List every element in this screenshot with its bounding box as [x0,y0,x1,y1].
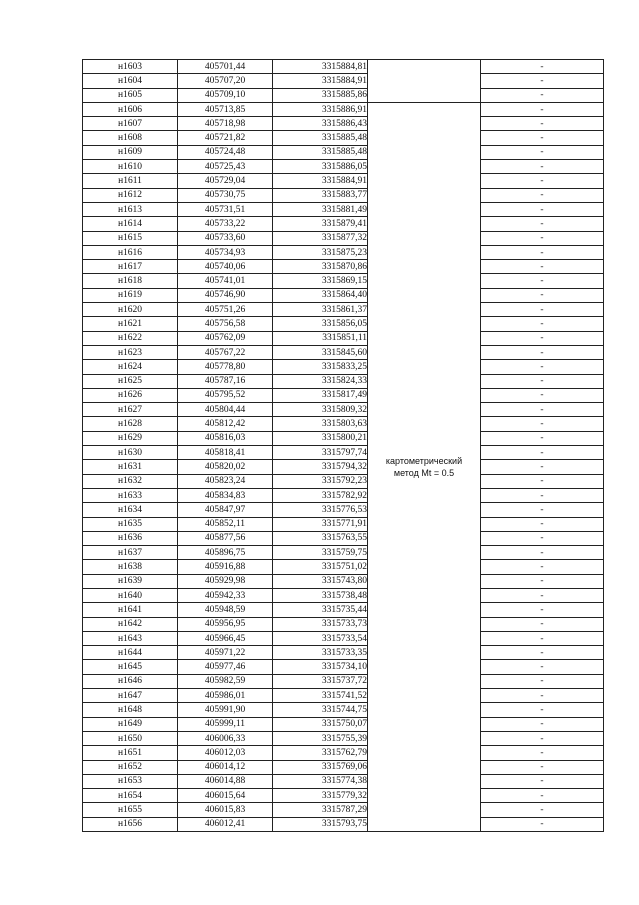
x-coordinate: 405734,93 [178,245,273,259]
table-row [83,617,604,631]
y-coordinate: 3315861,37 [273,303,368,317]
note-value: - [481,746,604,760]
point-id: н1624 [83,360,178,374]
y-coordinate: 3315845,60 [273,345,368,359]
y-coordinate: 3315809,32 [273,403,368,417]
point-id: н1641 [83,603,178,617]
point-id: н1635 [83,517,178,531]
y-coordinate: 3315875,23 [273,245,368,259]
table-row [83,603,604,617]
point-id: н1619 [83,288,178,302]
table-row [83,760,604,774]
y-coordinate: 3315864,40 [273,288,368,302]
table-row [83,331,604,345]
note-value: - [481,288,604,302]
point-id: н1649 [83,717,178,731]
note-value: - [481,474,604,488]
point-id: н1643 [83,631,178,645]
table-row [83,588,604,602]
point-id: н1646 [83,674,178,688]
y-coordinate: 3315744,75 [273,703,368,717]
x-coordinate: 405916,88 [178,560,273,574]
y-coordinate: 3315750,07 [273,717,368,731]
x-coordinate: 406015,64 [178,789,273,803]
x-coordinate: 406012,03 [178,746,273,760]
table-row [83,274,604,288]
x-coordinate: 406006,33 [178,731,273,745]
y-coordinate: 3315737,72 [273,674,368,688]
point-id: н1645 [83,660,178,674]
note-value: - [481,188,604,202]
y-coordinate: 3315885,86 [273,88,368,102]
point-id: н1631 [83,460,178,474]
x-coordinate: 405847,97 [178,503,273,517]
note-value: - [481,345,604,359]
table-row [83,789,604,803]
y-coordinate: 3315755,39 [273,731,368,745]
x-coordinate: 405896,75 [178,546,273,560]
point-id: н1655 [83,803,178,817]
point-id: н1607 [83,117,178,131]
y-coordinate: 3315881,49 [273,202,368,216]
y-coordinate: 3315774,38 [273,774,368,788]
x-coordinate: 405982,59 [178,674,273,688]
point-id: н1632 [83,474,178,488]
table-row [83,703,604,717]
y-coordinate: 3315885,48 [273,131,368,145]
table-row [83,460,604,474]
y-coordinate: 3315800,21 [273,431,368,445]
table-row [83,288,604,302]
y-coordinate: 3315884,91 [273,74,368,88]
x-coordinate: 405733,22 [178,217,273,231]
y-coordinate: 3315792,23 [273,474,368,488]
point-id: н1652 [83,760,178,774]
y-coordinate: 3315769,06 [273,760,368,774]
y-coordinate: 3315733,73 [273,617,368,631]
x-coordinate: 405721,82 [178,131,273,145]
point-id: н1613 [83,202,178,216]
note-value: - [481,431,604,445]
point-id: н1651 [83,746,178,760]
x-coordinate: 406014,88 [178,774,273,788]
y-coordinate: 3315733,35 [273,646,368,660]
note-value: - [481,817,604,831]
note-value: - [481,760,604,774]
y-coordinate: 3315762,79 [273,746,368,760]
x-coordinate: 405991,90 [178,703,273,717]
y-coordinate: 3315886,05 [273,160,368,174]
note-value: - [481,417,604,431]
table-row [83,660,604,674]
point-id: н1637 [83,546,178,560]
note-value: - [481,303,604,317]
note-value: - [481,603,604,617]
y-coordinate: 3315793,75 [273,817,368,831]
point-id: н1612 [83,188,178,202]
table-row [83,517,604,531]
table-row [83,560,604,574]
note-value: - [481,674,604,688]
y-coordinate: 3315817,49 [273,388,368,402]
point-id: н1650 [83,731,178,745]
table-row [83,417,604,431]
table-row [83,74,604,88]
table-row [83,217,604,231]
x-coordinate: 405740,06 [178,260,273,274]
note-value: - [481,160,604,174]
point-id: н1614 [83,217,178,231]
table-row [83,546,604,560]
table-row [83,817,604,831]
x-coordinate: 405820,02 [178,460,273,474]
point-id: н1627 [83,403,178,417]
table-row [83,731,604,745]
note-value: - [481,646,604,660]
x-coordinate: 405948,59 [178,603,273,617]
table-row [83,303,604,317]
coordinates-table-body [83,60,604,832]
note-value: - [481,74,604,88]
x-coordinate: 405741,01 [178,274,273,288]
note-value: - [481,703,604,717]
y-coordinate: 3315856,05 [273,317,368,331]
table-row [83,746,604,760]
table-row [83,388,604,402]
point-id: н1628 [83,417,178,431]
y-coordinate: 3315751,02 [273,560,368,574]
table-row [83,245,604,259]
y-coordinate: 3315776,53 [273,503,368,517]
table-row [83,803,604,817]
coordinates-table [82,59,604,832]
point-id: н1615 [83,231,178,245]
table-row [83,145,604,159]
y-coordinate: 3315884,81 [273,60,368,74]
method-cell [368,102,481,831]
note-value: - [481,588,604,602]
note-value: - [481,131,604,145]
note-value: - [481,546,604,560]
point-id: н1656 [83,817,178,831]
note-value: - [481,117,604,131]
table-row [83,174,604,188]
y-coordinate: 3315734,10 [273,660,368,674]
x-coordinate: 405729,04 [178,174,273,188]
x-coordinate: 405971,22 [178,646,273,660]
x-coordinate: 405999,11 [178,717,273,731]
point-id: н1603 [83,60,178,74]
note-value: - [481,517,604,531]
note-value: - [481,260,604,274]
x-coordinate: 406015,83 [178,803,273,817]
point-id: н1653 [83,774,178,788]
point-id: н1639 [83,574,178,588]
x-coordinate: 405818,41 [178,446,273,460]
x-coordinate: 405823,24 [178,474,273,488]
x-coordinate: 405929,98 [178,574,273,588]
y-coordinate: 3315759,75 [273,546,368,560]
note-value: - [481,174,604,188]
x-coordinate: 405718,98 [178,117,273,131]
table-row [83,574,604,588]
x-coordinate: 405812,42 [178,417,273,431]
x-coordinate: 405877,56 [178,531,273,545]
y-coordinate: 3315803,63 [273,417,368,431]
x-coordinate: 405725,43 [178,160,273,174]
point-id: н1630 [83,446,178,460]
point-id: н1610 [83,160,178,174]
point-id: н1604 [83,74,178,88]
y-coordinate: 3315743,80 [273,574,368,588]
table-row [83,88,604,102]
table-row [83,403,604,417]
point-id: н1636 [83,531,178,545]
note-value: - [481,60,604,74]
note-value: - [481,631,604,645]
note-value: - [481,803,604,817]
y-coordinate: 3315883,77 [273,188,368,202]
x-coordinate: 405778,80 [178,360,273,374]
note-value: - [481,731,604,745]
x-coordinate: 406014,12 [178,760,273,774]
table-row [83,202,604,216]
x-coordinate: 405724,48 [178,145,273,159]
y-coordinate: 3315741,52 [273,689,368,703]
table-row [83,431,604,445]
point-id: н1618 [83,274,178,288]
note-value: - [481,360,604,374]
y-coordinate: 3315797,74 [273,446,368,460]
point-id: н1640 [83,588,178,602]
point-id: н1648 [83,703,178,717]
y-coordinate: 3315885,48 [273,145,368,159]
note-value: - [481,88,604,102]
y-coordinate: 3315851,11 [273,331,368,345]
x-coordinate: 405804,44 [178,403,273,417]
point-id: н1611 [83,174,178,188]
table-row [83,231,604,245]
point-id: н1638 [83,560,178,574]
note-value: - [481,102,604,116]
y-coordinate: 3315763,55 [273,531,368,545]
note-value: - [481,503,604,517]
note-value: - [481,274,604,288]
table-row [83,474,604,488]
x-coordinate: 405795,52 [178,388,273,402]
point-id: н1606 [83,102,178,116]
note-value: - [481,689,604,703]
point-id: н1622 [83,331,178,345]
x-coordinate: 405751,26 [178,303,273,317]
note-value: - [481,574,604,588]
point-id: н1623 [83,345,178,359]
note-value: - [481,231,604,245]
point-id: н1626 [83,388,178,402]
table-row [83,488,604,502]
table-row [83,160,604,174]
table-row [83,60,604,74]
table-row [83,188,604,202]
point-id: н1644 [83,646,178,660]
x-coordinate: 405746,90 [178,288,273,302]
method-cell-blank [368,60,481,103]
point-id: н1621 [83,317,178,331]
table-row [83,117,604,131]
x-coordinate: 405701,44 [178,60,273,74]
note-value: - [481,774,604,788]
y-coordinate: 3315794,32 [273,460,368,474]
note-value: - [481,403,604,417]
point-id: н1616 [83,245,178,259]
x-coordinate: 406012,41 [178,817,273,831]
note-value: - [481,617,604,631]
x-coordinate: 405756,58 [178,317,273,331]
point-id: н1642 [83,617,178,631]
method-line-2: метод Mt = 0.5 [393,467,455,478]
note-value: - [481,245,604,259]
x-coordinate: 405977,46 [178,660,273,674]
table-row [83,360,604,374]
y-coordinate: 3315735,44 [273,603,368,617]
table-row [83,774,604,788]
y-coordinate: 3315886,43 [273,117,368,131]
note-value: - [481,317,604,331]
table-row [83,531,604,545]
y-coordinate: 3315787,29 [273,803,368,817]
y-coordinate: 3315782,92 [273,488,368,502]
note-value: - [481,531,604,545]
note-value: - [481,488,604,502]
x-coordinate: 405956,95 [178,617,273,631]
y-coordinate: 3315884,91 [273,174,368,188]
y-coordinate: 3315833,25 [273,360,368,374]
table-row [83,345,604,359]
x-coordinate: 405787,16 [178,374,273,388]
table-row [83,503,604,517]
method-line-1: картометрический [385,455,463,466]
x-coordinate: 405834,83 [178,488,273,502]
note-value: - [481,660,604,674]
note-value: - [481,331,604,345]
table-row [83,102,604,116]
table-row [83,446,604,460]
note-value: - [481,388,604,402]
y-coordinate: 3315870,86 [273,260,368,274]
x-coordinate: 405730,75 [178,188,273,202]
table-row [83,317,604,331]
point-id: н1605 [83,88,178,102]
y-coordinate: 3315886,91 [273,102,368,116]
point-id: н1654 [83,789,178,803]
x-coordinate: 405713,85 [178,102,273,116]
note-value: - [481,789,604,803]
table-row [83,374,604,388]
table-row [83,717,604,731]
note-value: - [481,217,604,231]
point-id: н1625 [83,374,178,388]
x-coordinate: 405731,51 [178,202,273,216]
y-coordinate: 3315869,15 [273,274,368,288]
x-coordinate: 405816,03 [178,431,273,445]
y-coordinate: 3315879,41 [273,217,368,231]
table-row [83,260,604,274]
x-coordinate: 405709,10 [178,88,273,102]
x-coordinate: 405767,22 [178,345,273,359]
x-coordinate: 405852,11 [178,517,273,531]
table-row [83,646,604,660]
table-row [83,674,604,688]
note-value: - [481,560,604,574]
point-id: н1647 [83,689,178,703]
x-coordinate: 405762,09 [178,331,273,345]
note-value: - [481,460,604,474]
y-coordinate: 3315877,32 [273,231,368,245]
note-value: - [481,717,604,731]
y-coordinate: 3315738,48 [273,588,368,602]
point-id: н1629 [83,431,178,445]
note-value: - [481,446,604,460]
note-value: - [481,202,604,216]
point-id: н1634 [83,503,178,517]
x-coordinate: 405942,33 [178,588,273,602]
point-id: н1609 [83,145,178,159]
table-row [83,631,604,645]
y-coordinate: 3315771,91 [273,517,368,531]
x-coordinate: 405986,01 [178,689,273,703]
point-id: н1608 [83,131,178,145]
x-coordinate: 405733,60 [178,231,273,245]
point-id: н1617 [83,260,178,274]
note-value: - [481,145,604,159]
note-value: - [481,374,604,388]
table-row [83,689,604,703]
y-coordinate: 3315733,54 [273,631,368,645]
y-coordinate: 3315779,32 [273,789,368,803]
point-id: н1620 [83,303,178,317]
x-coordinate: 405966,45 [178,631,273,645]
table-row [83,131,604,145]
x-coordinate: 405707,20 [178,74,273,88]
point-id: н1633 [83,488,178,502]
y-coordinate: 3315824,33 [273,374,368,388]
